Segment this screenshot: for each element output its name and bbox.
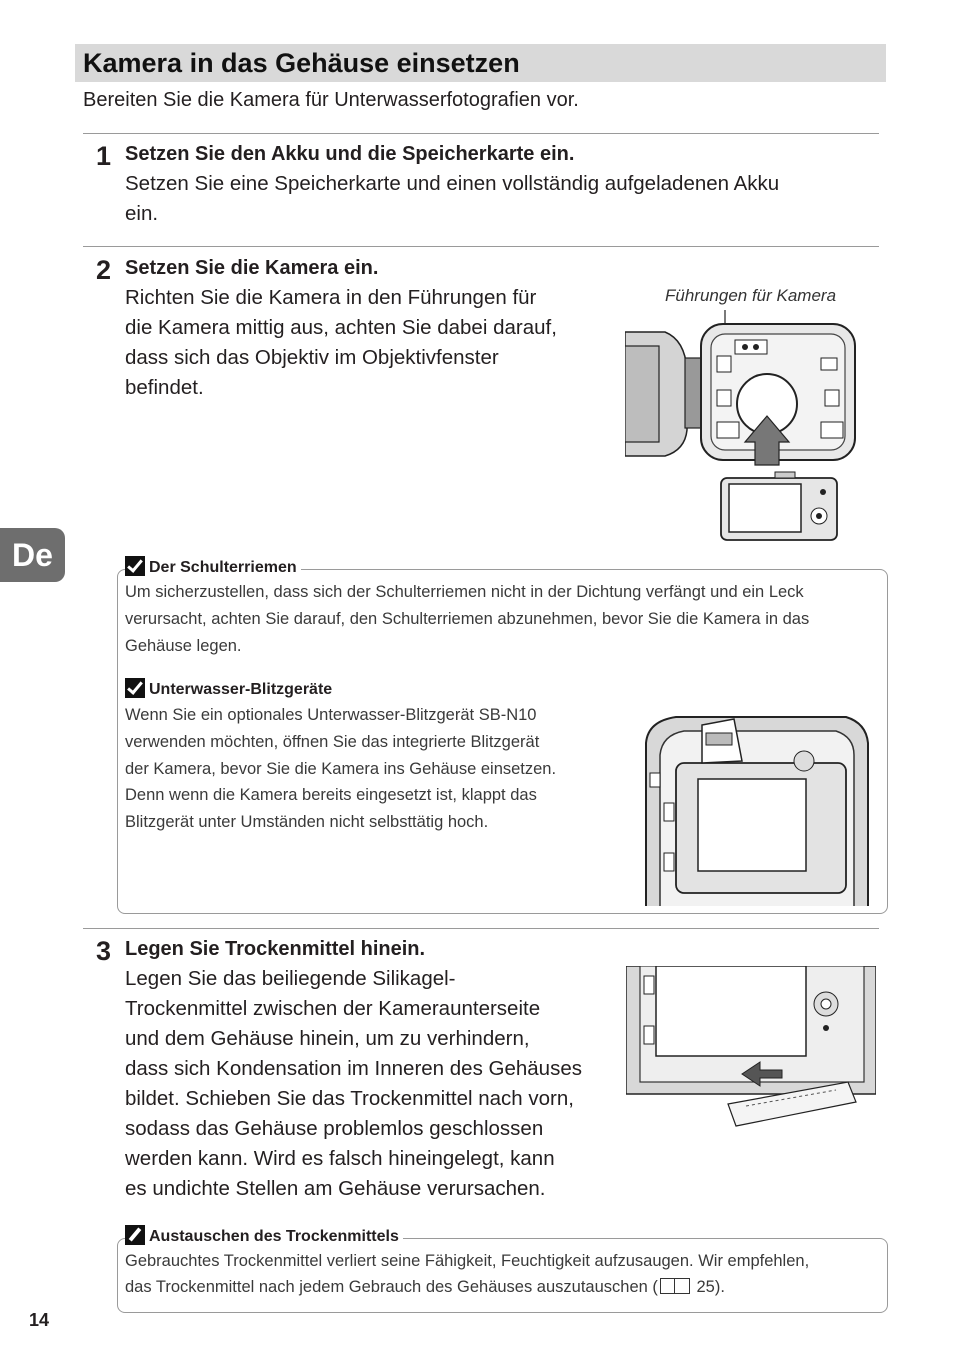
note-title [125,556,301,578]
note-text-line: Um sicherzustellen, dass sich der Schulterriemen nicht in der Dichtung verfängt und ein Leck [125,583,804,601]
note-text-line: verwenden möchten, öffnen Sie das integrierte Blitzgerät [125,733,540,751]
step-title: Setzen Sie den Akku und die Speicherkarte ein. [125,143,575,165]
pencil-icon [125,1225,145,1245]
step-text-line: bildet. Schieben Sie das Trockenmittel nach vorn, [125,1087,574,1110]
section-intro: Bereiten Sie die Kamera für Unterwasserfotografien vor. [83,89,579,111]
step-text-line: die Kamera mittig aus, achten Sie dabei darauf, [125,316,557,339]
step-text-line: dass sich das Objektiv im Objektivfenster [125,346,499,369]
note-text-line: der Kamera, bevor Sie die Kamera ins Gehäuse einsetzen. [125,760,557,778]
step-text-line: Richten Sie die Kamera in den Führungen für [125,286,537,309]
check-icon [125,678,145,698]
step-text-line: ein. [125,202,159,225]
note-title [125,678,336,700]
step-text-line: sodass das Gehäuse problemlos geschlossen [125,1117,544,1140]
note-text-line: verursacht, achten Sie darauf, den Schulterriemen abzunehmen, bevor Sie die Kamera in das [125,610,810,628]
step-text-line: und dem Gehäuse hinein, um zu verhindern, [125,1027,530,1050]
step-number: 3 [96,936,112,966]
figure-label: Führungen für Kamera [665,286,837,305]
note-text-line [125,1274,725,1301]
camera-housing-illustration [625,310,865,542]
step-title: Legen Sie Trockenmittel hinein. [125,938,426,960]
flash-illustration [626,703,870,906]
step-text-line: Legen Sie das beiliegende Silikagel- [125,967,456,990]
note-text-segment: das Trockenmittel nach jedem Gebrauch des Gehäuses auszutauschen ( [125,1278,658,1296]
page-reference: 25). [691,1278,725,1296]
check-icon [125,556,145,576]
step-text-line: dass sich Kondensation im Inneren des Gehäuses [125,1057,582,1080]
language-tab: De [0,528,65,582]
step-number: 2 [96,255,112,285]
step-text-line: Setzen Sie eine Speicherkarte und einen vollständig aufgeladenen Akku [125,172,780,195]
step-text-line: werden kann. Wird es falsch hineingelegt, kann [125,1147,555,1170]
book-icon [660,1278,690,1294]
section-title: Kamera in das Gehäuse einsetzen [83,48,520,78]
divider [83,133,879,134]
step-number: 1 [96,141,112,171]
step-title: Setzen Sie die Kamera ein. [125,257,379,279]
note-text-line: Gehäuse legen. [125,637,242,655]
desiccant-illustration [626,966,876,1128]
divider [83,928,879,929]
divider [83,246,879,247]
note-text-line: Denn wenn die Kamera bereits eingesetzt ist, klappt das [125,786,537,804]
note-title-text: Austauschen des Trockenmittels [149,1228,399,1245]
page-number: 14 [29,1310,50,1330]
note-text-line: Blitzgerät unter Umständen nicht selbsttätig hoch. [125,813,489,831]
note-title [125,1225,403,1247]
step-text-line: Trockenmittel zwischen der Kameraunterseite [125,997,541,1020]
note-text-line: Wenn Sie ein optionales Unterwasser-Blitzgerät SB-N10 [125,706,537,724]
note-text-line: Gebrauchtes Trockenmittel verliert seine Fähigkeit, Feuchtigkeit aufzusaugen. Wir empfehlen, [125,1252,810,1270]
step-text-line: es undichte Stellen am Gehäuse verursachen. [125,1177,546,1200]
note-title-text: Unterwasser-Blitzgeräte [149,681,333,698]
step-text-line: befindet. [125,376,204,399]
note-title-text: Der Schulterriemen [149,559,297,576]
